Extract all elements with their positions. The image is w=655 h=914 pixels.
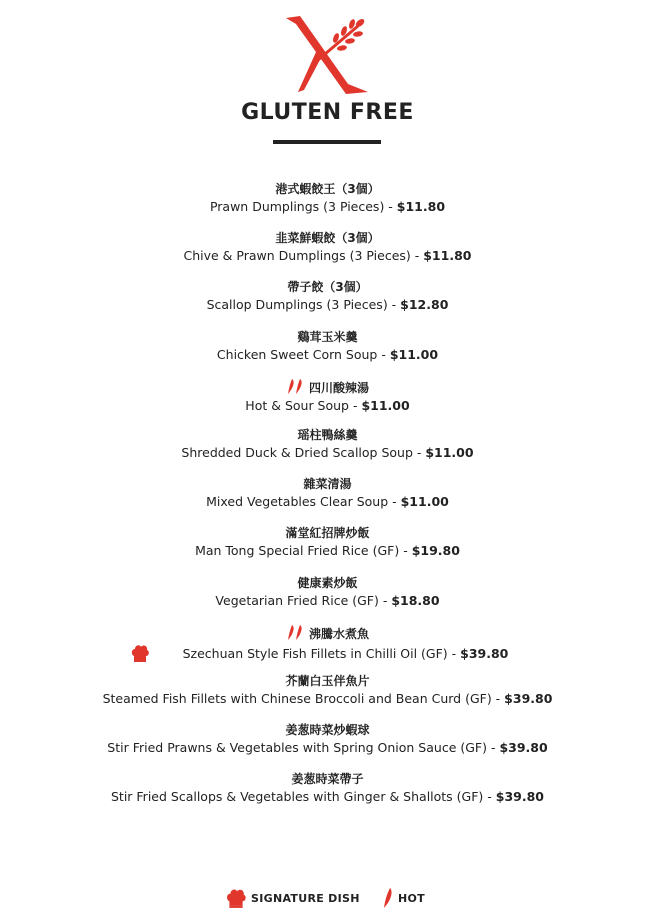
item-chinese-name: 健康素炒飯 (297, 575, 358, 590)
item-chinese-name: 韭菜鮮蝦餃（3個） (275, 231, 380, 246)
item-chinese-name: 帶子餃（3個） (287, 280, 368, 295)
gluten-free-logo (278, 12, 376, 96)
item-chinese-name: 姜葱時菜炒蝦球 (285, 723, 370, 738)
menu-item (0, 673, 655, 722)
item-english-name: Chive & Prawn Dumplings (3 Pieces) - $11.80 (183, 248, 472, 264)
menu-item (0, 279, 655, 328)
item-english-name: Man Tong Special Fried Rice (GF) - $19.80 (195, 543, 460, 559)
menu-item (0, 771, 655, 820)
item-price: $39.80 (460, 645, 509, 661)
item-chinese-name: 四川酸辣湯 (0, 378, 655, 397)
legend-hot-label: HOT (398, 892, 425, 905)
menu-item (0, 722, 655, 771)
legend (0, 887, 655, 911)
item-english-name: Hot & Sour Soup - $11.00 (245, 397, 410, 413)
item-price: $11.00 (361, 397, 410, 413)
chef-hat-icon (226, 887, 246, 909)
item-chinese-name: 沸騰水煮魚 (0, 624, 655, 643)
chef-hat-icon (131, 643, 149, 663)
item-english-name: Chicken Sweet Corn Soup - $11.00 (216, 346, 439, 362)
item-chinese-name: 鷄茸玉米羹 (297, 329, 358, 344)
item-price: $11.80 (396, 199, 446, 214)
item-chinese-name: 雜菜清湯 (303, 477, 352, 492)
item-english-name: Shredded Duck & Dried Scallop Soup - $11.00 (181, 444, 474, 460)
page-title: GLUTEN FREE (241, 100, 414, 125)
item-chinese-name: 滿堂紅招牌炒飯 (285, 526, 370, 541)
menu-item (0, 230, 655, 279)
menu-item (0, 181, 655, 230)
chili-icon (286, 378, 306, 395)
item-price: $18.80 (391, 592, 440, 608)
item-english-name: Steamed Fish Fillets with Chinese Broccoli and Bean Curd (GF) - $39.80 (102, 690, 553, 706)
item-price: $11.00 (400, 494, 449, 510)
item-price: $39.80 (499, 740, 548, 756)
chili-icon (286, 624, 306, 641)
chili-icon (382, 887, 394, 909)
item-english-name: Szechuan Style Fish Fillets in Chilli Oil (GF) - $39.80 (0, 643, 655, 663)
item-chinese-name: 港式蝦餃王（3個） (275, 182, 380, 196)
item-price: $39.80 (495, 789, 545, 805)
menu-item (0, 476, 655, 525)
item-english-name: Scallop Dumplings (3 Pieces) - $12.80 (206, 297, 449, 313)
title-underline (273, 140, 381, 144)
item-price: $11.00 (425, 444, 474, 460)
item-chinese-name: 芥蘭白玉伴魚片 (285, 673, 370, 688)
menu-list (0, 181, 655, 820)
item-price: $12.80 (400, 297, 449, 313)
menu-item (0, 329, 655, 378)
item-english-name: Stir Fried Prawns & Vegetables with Spring Onion Sauce (GF) - $39.80 (107, 740, 548, 756)
menu-item (0, 624, 655, 673)
item-price: $11.80 (423, 248, 472, 264)
menu-item (0, 575, 655, 624)
item-price: $19.80 (411, 543, 460, 559)
item-english-name: Mixed Vegetables Clear Soup - $11.00 (206, 494, 449, 510)
item-chinese-name: 瑶柱鴨絲羹 (297, 427, 358, 442)
item-english-name: Prawn Dumplings (3 Pieces) - $11.80 (209, 199, 446, 214)
legend-signature-label: SIGNATURE DISH (251, 892, 360, 905)
item-chinese-name: 姜葱時菜帶子 (291, 772, 364, 787)
menu-item (0, 378, 655, 427)
menu-item (0, 525, 655, 574)
item-english-name: Stir Fried Scallops & Vegetables with Ginger & Shallots (GF) - $39.80 (110, 789, 545, 805)
item-price: $11.00 (389, 346, 439, 362)
menu-item (0, 427, 655, 476)
item-price: $39.80 (504, 690, 553, 706)
item-english-name: Vegetarian Fried Rice (GF) - $18.80 (215, 592, 440, 608)
